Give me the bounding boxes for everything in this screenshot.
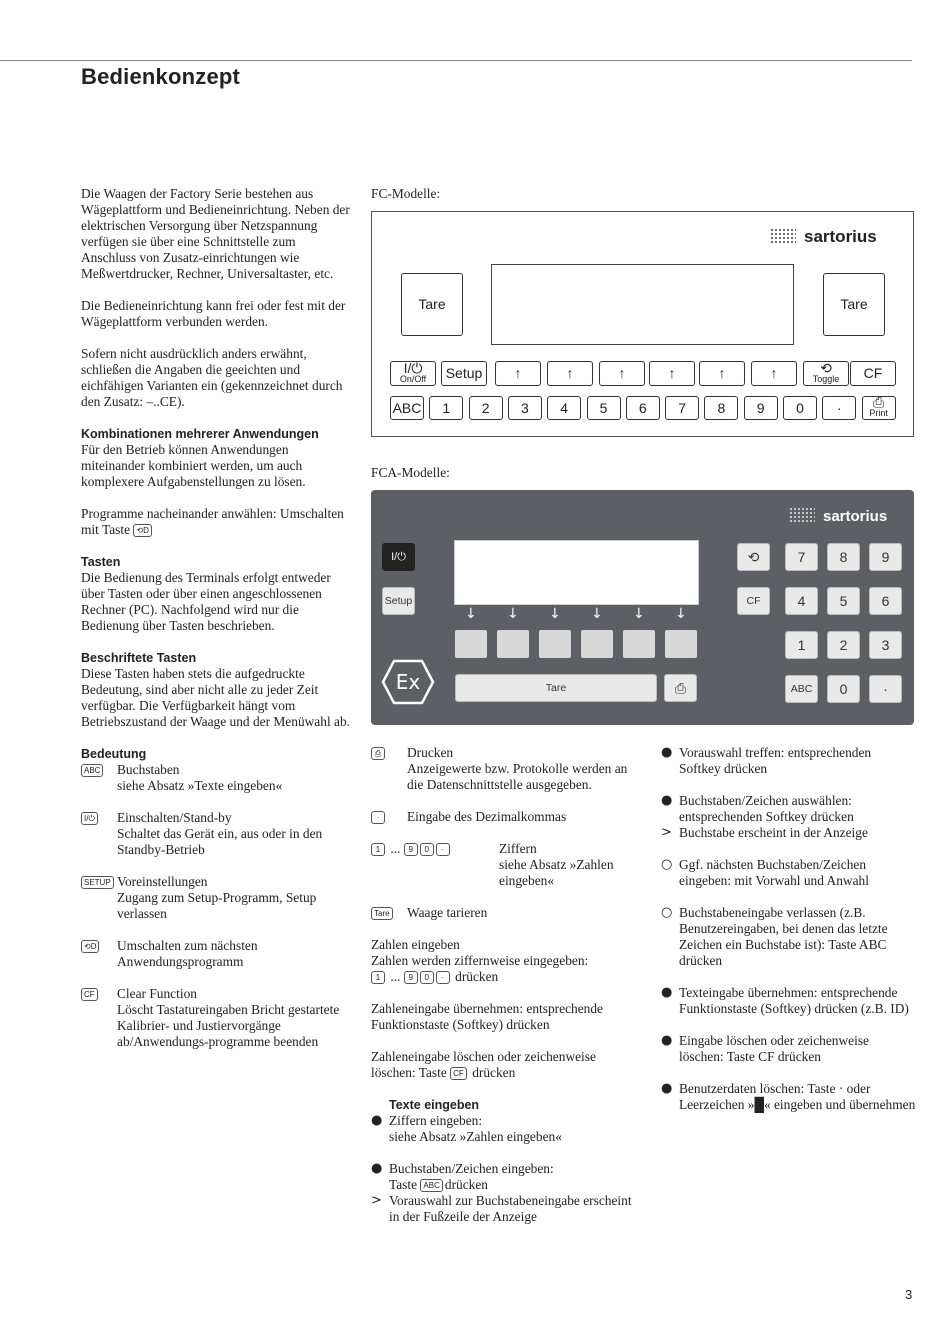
softkey-button[interactable] bbox=[497, 630, 529, 658]
bedeutung-desc: Schaltet das Gerät ein, aus oder in den Standby-Betrieb bbox=[117, 826, 323, 857]
bedeutung-list bbox=[81, 762, 351, 1050]
fc-key[interactable]: 8 bbox=[704, 396, 738, 420]
beschriftet-text: Diese Tasten haben stets die aufgedruckte Bedeutung, sind aber nicht alle zu jeder Zeit verfügbar. Die Verfügbarkeit hängt vom Betriebszustand der Waage und der Menüwahl ab. bbox=[81, 666, 351, 729]
instruction-text: Texteingabe übernehmen: entsprechende Funktionstaste (Softkey) drücken (z.B. ID) bbox=[679, 985, 909, 1016]
page-number: 3 bbox=[905, 1287, 913, 1302]
tare-button[interactable]: Tare bbox=[455, 674, 657, 702]
beschriftet-heading: Beschriftete Tasten bbox=[81, 651, 197, 665]
num-key[interactable]: 8 bbox=[827, 543, 860, 571]
ex-icon bbox=[381, 658, 435, 706]
text-input-column bbox=[661, 745, 916, 1129]
fc-key[interactable]: ↑ bbox=[495, 361, 541, 386]
bullet-icon: ● bbox=[661, 793, 673, 808]
fc-key[interactable]: ↑ bbox=[751, 361, 797, 386]
num-key[interactable]: ABC bbox=[785, 675, 818, 703]
instruction-item bbox=[661, 857, 916, 889]
fc-key[interactable]: ↑ bbox=[599, 361, 645, 386]
fc-key[interactable]: 1 bbox=[429, 396, 463, 420]
num-key[interactable]: 0 bbox=[827, 675, 860, 703]
fc-key[interactable]: CF bbox=[850, 361, 896, 386]
bedeutung-item bbox=[81, 938, 351, 970]
fc-key[interactable]: ⟲ Toggle bbox=[803, 361, 849, 386]
instruction-text: Benutzerdaten löschen: Taste · oder Leerzeichen »█« eingeben und übernehmen bbox=[679, 1081, 916, 1112]
intro-column bbox=[81, 186, 351, 1066]
fc-key[interactable]: 5 bbox=[587, 396, 621, 420]
num-key[interactable]: 4 bbox=[785, 587, 818, 615]
fc-key[interactable]: ABC bbox=[390, 396, 424, 420]
bullet-icon: ● bbox=[661, 1081, 673, 1096]
bedeutung-desc: Löscht Tastatureingaben Bricht gestartete Kalibrier- und Justiervorgänge ab/Anwendungs-programme beenden bbox=[117, 1002, 340, 1049]
zahlen-keys: 1 ... 9 0 · drücken bbox=[371, 969, 641, 985]
bullet-icon: ● bbox=[661, 985, 673, 1000]
softkey-arrow-icon: ↓ bbox=[675, 606, 687, 622]
texte-item: ● Buchstaben/Zeichen eingeben: Taste ABC drücken bbox=[371, 1161, 554, 1192]
instruction-text: Ggf. nächsten Buchstaben/Zeichen eingeben: mit Vorwahl und Anwahl bbox=[679, 857, 869, 888]
fc-key[interactable]: Setup bbox=[441, 361, 487, 386]
zahlen-text: Zahlen werden ziffernweise eingegeben: bbox=[371, 953, 589, 968]
fc-display bbox=[491, 264, 794, 345]
fc-key[interactable]: 3 bbox=[508, 396, 542, 420]
key-icon: I/⏻ bbox=[81, 812, 98, 825]
key-icon: SETUP bbox=[81, 876, 114, 889]
softkey-button[interactable] bbox=[623, 630, 655, 658]
softkey-arrow-icon: ↓ bbox=[591, 606, 603, 622]
key-cell bbox=[81, 986, 117, 1050]
bedeutung-desc: siehe Absatz »Texte eingeben« bbox=[117, 778, 283, 793]
bullet-icon: ○ bbox=[661, 857, 673, 872]
instruction-item bbox=[661, 825, 916, 841]
bedeutung-title: Voreinstellungen bbox=[117, 874, 208, 889]
tare-button-right[interactable]: Tare bbox=[823, 273, 885, 336]
key-cell bbox=[81, 938, 117, 970]
instruction-item bbox=[661, 1081, 916, 1113]
setup-button[interactable]: Setup bbox=[382, 587, 415, 615]
tare-item: Tare Waage tarieren bbox=[371, 905, 641, 921]
kombi-heading: Kombinationen mehrerer Anwendungen bbox=[81, 427, 319, 441]
fc-key[interactable]: I/⏻ On/Off bbox=[390, 361, 436, 386]
instruction-item bbox=[661, 793, 916, 825]
fc-key[interactable]: ↑ bbox=[547, 361, 593, 386]
decimal-key-icon: · bbox=[371, 811, 385, 824]
texte-item: > Vorauswahl zur Buchstabeneingabe erscheint in der Fußzeile der Anzeige bbox=[371, 1193, 632, 1224]
texte-heading: Texte eingeben bbox=[389, 1098, 480, 1112]
bedeutung-item bbox=[81, 762, 351, 794]
intro-paragraph: Die Waagen der Factory Serie bestehen aus Wägeplattform und Bedieneinrichtung. Neben der elektrischen Versorgung über Netzspannung verfügen sie über eine Schnittstelle zum Anschluss von Zusatz-einrichtungen wie Meßwertdrucker, Rechner, Universaltaster, etc. bbox=[81, 186, 350, 281]
num-key[interactable]: 6 bbox=[869, 587, 902, 615]
bedeutung-item bbox=[81, 986, 351, 1050]
fc-key[interactable]: ↑ bbox=[699, 361, 745, 386]
loeschen-text: Zahleneingabe löschen oder zeichenweise löschen: Taste CF drücken bbox=[371, 1049, 596, 1080]
instruction-item bbox=[661, 985, 916, 1017]
key-icon: ABC bbox=[81, 764, 103, 777]
page-title: Bedienkonzept bbox=[81, 64, 241, 89]
intro-paragraph: Die Bedieneinrichtung kann frei oder fest mit der Wägeplattform verbunden werden. bbox=[81, 298, 346, 329]
tasten-text: Die Bedienung des Terminals erfolgt entweder über Tasten oder über einen angeschlossenen Rechner (PC). Nachfolgend wird nur die Bedienung über Tasten beschrieben. bbox=[81, 570, 331, 633]
num-key[interactable]: 7 bbox=[785, 543, 818, 571]
fca-panel bbox=[371, 490, 914, 725]
fc-key[interactable]: 0 bbox=[783, 396, 817, 420]
bedeutung-item bbox=[81, 810, 351, 858]
fc-key[interactable]: 9 bbox=[744, 396, 778, 420]
toggle-button[interactable]: ⟲ bbox=[737, 543, 770, 571]
tare-key-icon: Tare bbox=[371, 907, 393, 920]
uebernehmen-text: Zahleneingabe übernehmen: entsprechende Funktionstaste (Softkey) drücken bbox=[371, 1001, 603, 1032]
softkey-arrow-icon: ↓ bbox=[633, 606, 645, 622]
svg-text:Ex: Ex bbox=[395, 670, 421, 694]
bullet-icon: ○ bbox=[661, 905, 673, 920]
softkey-button[interactable] bbox=[581, 630, 613, 658]
sartorius-logo: sartorius bbox=[770, 228, 877, 245]
num-key[interactable]: 1 bbox=[785, 631, 818, 659]
fca-label: FCA-Modelle: bbox=[371, 465, 450, 480]
instruction-item bbox=[661, 905, 916, 969]
softkey-arrow-icon: ↓ bbox=[549, 606, 561, 622]
bedeutung-title: Clear Function bbox=[117, 986, 197, 1001]
key-icon: CF bbox=[81, 988, 98, 1001]
dezimal-item: · Eingabe des Dezimalkommas bbox=[371, 809, 641, 825]
num-key[interactable]: · bbox=[869, 675, 902, 703]
softkey-button[interactable] bbox=[539, 630, 571, 658]
bedeutung-title: Umschalten zum nächsten bbox=[117, 938, 258, 953]
key-legend-column bbox=[371, 745, 641, 1241]
zahlen-heading: Zahlen eingeben bbox=[371, 937, 460, 952]
bedeutung-desc: Zugang zum Setup-Programm, Setup verlassen bbox=[117, 890, 317, 921]
kombi-text: Für den Betrieb können Anwendungen miteinander kombiniert werden, um auch komplexere Aufgabenstellungen zu lösen. bbox=[81, 442, 306, 489]
fc-key[interactable]: 6 bbox=[626, 396, 660, 420]
softkey-arrow-icon: ↓ bbox=[465, 606, 477, 622]
tasten-heading: Tasten bbox=[81, 555, 121, 569]
fc-key[interactable]: ⎙ Print bbox=[862, 396, 896, 420]
instruction-text: Buchstabeneingabe verlassen (z.B. Benutzereingaben, bei denen das letzte Zeichen ein Buchstabe ist): Taste ABC drücken bbox=[679, 905, 888, 968]
sartorius-logo: sartorius bbox=[789, 507, 887, 525]
intro-paragraph: Sofern nicht ausdrücklich anders erwähnt, schließen die Angaben die geeichten und eichfähigen Varianten ein (gekennzeichnet durch den Zusatz: –..CE). bbox=[81, 346, 343, 409]
fc-label: FC-Modelle: bbox=[371, 186, 441, 201]
bullet-icon: ● bbox=[661, 745, 673, 760]
bedeutung-title: Einschalten/Stand-by bbox=[117, 810, 232, 825]
top-rule bbox=[0, 60, 912, 61]
instruction-text: Buchstaben/Zeichen auswählen: entsprechenden Softkey drücken bbox=[679, 793, 854, 824]
num-key[interactable]: 3 bbox=[869, 631, 902, 659]
instruction-item bbox=[661, 745, 916, 777]
key-cell bbox=[81, 810, 117, 858]
fc-panel bbox=[371, 211, 914, 437]
fc-key[interactable]: 4 bbox=[547, 396, 581, 420]
key-cell bbox=[81, 762, 117, 794]
fc-key[interactable]: 7 bbox=[665, 396, 699, 420]
bedeutung-desc: Anwendungsprogramm bbox=[117, 954, 244, 969]
toggle-key-icon: ⟲D bbox=[133, 524, 151, 537]
fca-display bbox=[454, 540, 699, 605]
softkey-button[interactable] bbox=[455, 630, 487, 658]
texte-item: ● Ziffern eingeben: siehe Absatz »Zahlen eingeben« bbox=[371, 1113, 562, 1144]
key-cell bbox=[81, 874, 117, 922]
instruction-item bbox=[661, 1033, 916, 1065]
bullet-icon: > bbox=[661, 825, 672, 840]
instruction-text: Eingabe löschen oder zeichenweise löschen: Taste CF drücken bbox=[679, 1033, 869, 1064]
key-icon: ⟲D bbox=[81, 940, 99, 953]
num-key[interactable]: 2 bbox=[827, 631, 860, 659]
fc-key[interactable]: ↑ bbox=[649, 361, 695, 386]
print-icon: ⎙ bbox=[371, 747, 385, 760]
fc-key[interactable]: · bbox=[822, 396, 856, 420]
num-key[interactable]: 9 bbox=[869, 543, 902, 571]
bullet-icon: ● bbox=[661, 1033, 673, 1048]
print-button[interactable]: ⎙ bbox=[664, 674, 697, 702]
tare-button-left[interactable]: Tare bbox=[401, 273, 463, 336]
drucken-item: ⎙ Drucken Anzeigewerte bzw. Protokolle werden an die Datenschnittstelle ausgegeben. bbox=[371, 745, 641, 793]
kombi-prog: Programme nacheinander anwählen: Umschalten mit Taste ⟲D bbox=[81, 506, 344, 537]
fc-key[interactable]: 2 bbox=[469, 396, 503, 420]
bedeutung-item bbox=[81, 874, 351, 922]
power-button[interactable]: I/⏻ bbox=[382, 543, 415, 571]
softkey-button[interactable] bbox=[665, 630, 697, 658]
cf-button[interactable]: CF bbox=[737, 587, 770, 615]
bedeutung-heading: Bedeutung bbox=[81, 747, 147, 761]
bedeutung-title: Buchstaben bbox=[117, 762, 180, 777]
instruction-text: Vorauswahl treffen: entsprechenden Softkey drücken bbox=[679, 745, 872, 776]
num-key[interactable]: 5 bbox=[827, 587, 860, 615]
softkey-arrow-icon: ↓ bbox=[507, 606, 519, 622]
instruction-text: Buchstabe erscheint in der Anzeige bbox=[679, 825, 868, 840]
ziffern-item: 1 ... 9 0 · Ziffern siehe Absatz »Zahlen eingeben« bbox=[371, 841, 641, 889]
